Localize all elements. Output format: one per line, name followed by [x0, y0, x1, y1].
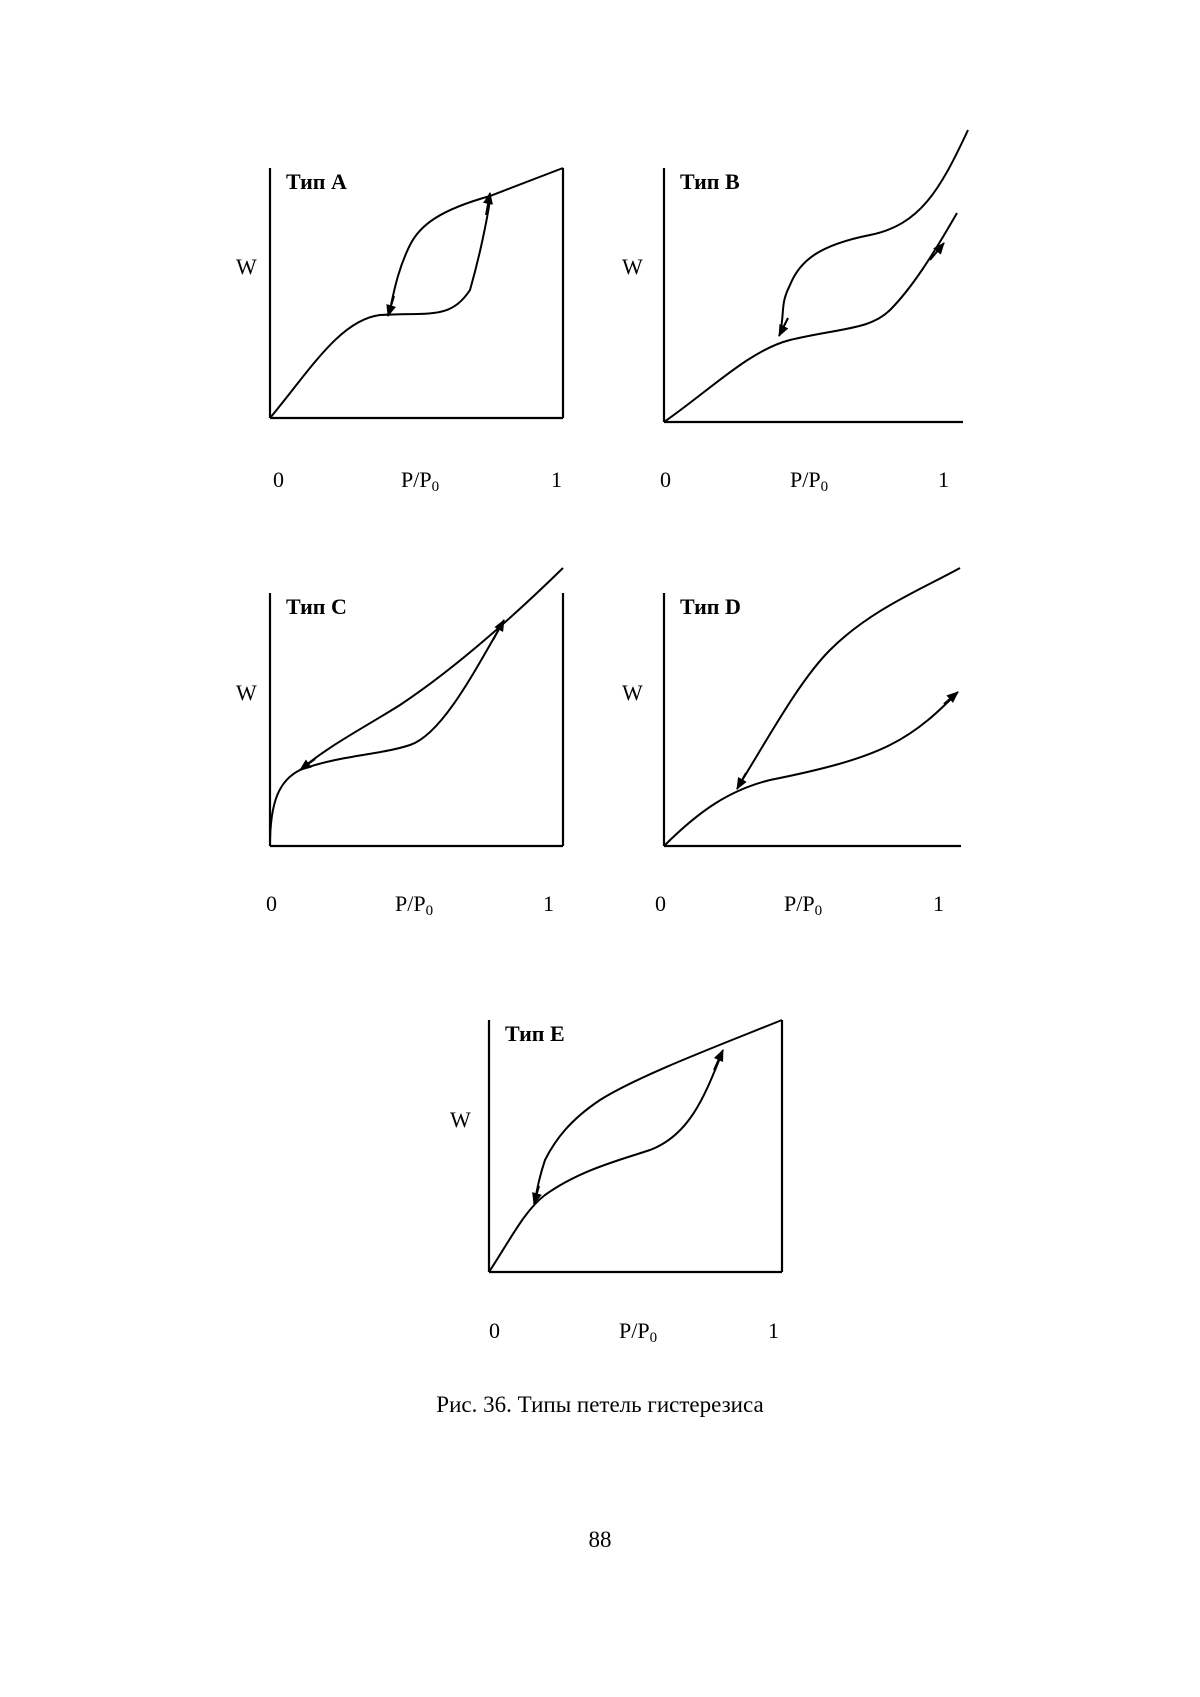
panel-b-adsorption-curve: [664, 213, 957, 422]
panel-a-y-label: W: [236, 254, 257, 279]
panel-c-y-label: W: [236, 680, 257, 705]
panel-c-x-end: 1: [543, 891, 554, 916]
panel-type-a: [236, 168, 563, 495]
panel-d-x-end: 1: [933, 891, 944, 916]
panel-a-desorption-arrow: [388, 296, 394, 316]
panel-d-adsorption-arrow: [944, 692, 958, 704]
panel-a-axes: [270, 168, 563, 418]
panel-c-adsorption-curve: [270, 622, 503, 846]
panel-a-x-label: P/P0: [401, 467, 440, 495]
panel-b-axes: [664, 168, 963, 422]
panel-e-y-label: W: [450, 1107, 471, 1132]
panel-b-x-start: 0: [660, 467, 671, 492]
panel-d-x-start: 0: [655, 891, 666, 916]
panel-c-x-label: P/P0: [395, 891, 434, 919]
panel-type-b: [622, 130, 968, 495]
panel-c-title: Тип C: [286, 594, 347, 619]
panel-a-title: Тип A: [286, 169, 347, 194]
panel-d-title: Тип D: [680, 594, 741, 619]
panel-type-e: [450, 1020, 782, 1346]
page-number: 88: [588, 1527, 612, 1552]
panel-b-x-end: 1: [938, 467, 949, 492]
panel-d-desorption-curve: [738, 568, 960, 787]
panel-d-adsorption-curve: [664, 693, 957, 846]
panel-c-adsorption-arrow: [493, 620, 504, 640]
panel-b-title: Тип B: [680, 169, 740, 194]
panel-e-x-label: P/P0: [619, 1318, 658, 1346]
panel-e-desorption-curve: [535, 1020, 782, 1200]
panel-e-axes: [489, 1020, 782, 1272]
panel-c-x-start: 0: [266, 891, 277, 916]
panel-d-desorption-arrow: [737, 773, 746, 789]
panel-d-y-label: W: [622, 680, 643, 705]
panel-a-x-end: 1: [551, 467, 562, 492]
panel-b-desorption-curve: [780, 130, 968, 334]
panel-e-adsorption-curve: [489, 1053, 722, 1272]
panel-c-axes: [270, 593, 563, 846]
panel-e-x-end: 1: [768, 1318, 779, 1343]
panel-d-x-label: P/P0: [784, 891, 823, 919]
panel-b-x-label: P/P0: [790, 467, 829, 495]
panel-a-desorption-curve: [390, 168, 563, 310]
panel-e-x-start: 0: [489, 1318, 500, 1343]
panel-b-y-label: W: [622, 254, 643, 279]
panel-e-adsorption-arrow: [714, 1050, 723, 1070]
panel-e-title: Тип E: [505, 1021, 565, 1046]
panel-a-adsorption-curve: [270, 200, 490, 418]
figure-caption: Рис. 36. Типы петель гистерезиса: [436, 1392, 764, 1417]
panel-type-c: [236, 568, 563, 919]
panel-type-d: [622, 568, 961, 919]
panel-a-x-start: 0: [273, 467, 284, 492]
